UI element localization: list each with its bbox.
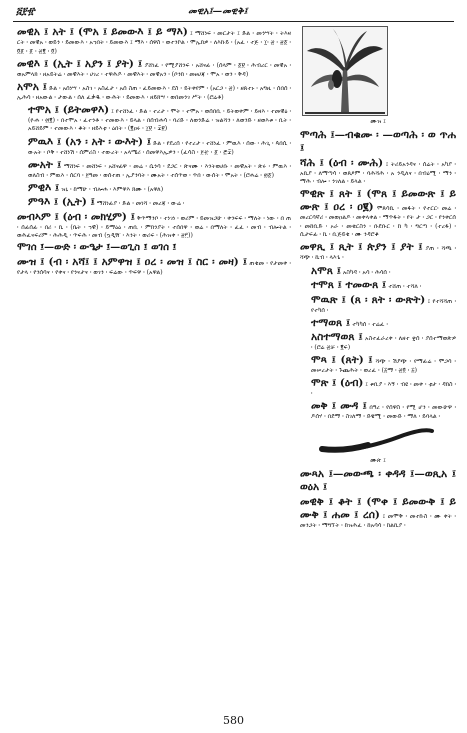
entry-definition: ሞጸሳኪ ፡ መፋት ፡ የተርር፡ መሬ ፡ መረርሳኛሪ ፡ መወዐልዶ ፡ መቀላቀል ፡ ማጥፋት ፡ የት ታ ፡ ጋር ፡ የንቀርሰ ፡ መከቢድ ፡ ኦራ ፡ መቁርስን ፡ ቡደቡር ፡ ከ ካ ፡ ግርጣ ፡ (ተረፋ) ፡ ሲታፍፊ ፡ ኬ ፡ ቢጅይቁ ፡ ሙ ንዳሮቆ (300, 205, 456, 239)
dictionary-entry (300, 377, 456, 399)
entry-definition: አስተፈራረቀ ፡ ለዘተ ቋሰ ፡ ያሰተማወጽዎ ፡ (ሮሬ ፳ቻ ፡ ፪ፍ) (311, 335, 456, 352)
dictionary-entry (300, 157, 456, 187)
entry-headword: መዊቅ ፤ ቆት ፤ (ሞቀ ፤ ይመውቅ ፤ ይ ሙቅ ፤ ሐመ ፤ ረሰ) (300, 495, 456, 521)
entry-headword: ሞዉጽ ፤ (ጸ ፡ ጸት ፡ ውጽት) (311, 293, 426, 306)
entry-headword: ምዊእ ፤ (28, 181, 60, 194)
entry-definition: ዝኒ ፡ ከማሁ ፡ ብሎሐ ፡ እምዋእ ክሙ ፡ (አዋለ) (61, 185, 164, 193)
entry-headword: ሻሕ ፤ (ዕብ ፡ ሙሕ) (300, 156, 384, 169)
entry-definition: ፤ የተሸነፈ ፡ ድል ፡ ተረታ ፡ ሞት ፡ ተሞአ ፡ ወሰበቢ ፡ ይትወቀም ፡ ይዛእ ፡ ተመዊዕ ፡ (ዮሐ ፡ ፴፪) ፡ በተሞአ ፡ ፈተንቶ ፡ ተመውእ ፡ ይላል ፡ በሰብሐሳ ፡ ባሪድ ፡ ለወንድሬ ፡ ዝልሻን ፡ ለወንድ ፡ ዘወእቱ ፡ ቢት ፡ አይሸይም ፡ ተመውእ ፡ ቆት ፡ ዘይእቲ ፡ ዕበት ፡ (፪ዐሩ ፡ ፲፱ ፡ ፰፱) (28, 107, 291, 133)
entry-headword: ሞጽ ፤ (ዕብ) (311, 377, 364, 390)
right-column (300, 26, 456, 706)
dictionary-entry (17, 256, 291, 278)
entry-definition: ተሸጠ ፡ ተሻለ ፡ (388, 283, 422, 291)
dictionary-entry (300, 188, 456, 240)
entry-headword: ሞገሰ ፤—ውድ ፡ ውዔታ ፤—ወጊስ ፤ ወገሰ ፤ (17, 242, 177, 254)
entry-definition: ቅጥማንቦ ፡ ተነገነ ፡ ወሪም ፡ ይመዝጋሁ ፡ ቀንፍፍ ፡ ማለት ፡ ነው ፡ በ ጠ ፡ ሰፊሰፊ ፡ በሪ ፡ ኪ ፡ (ቤት ፡ ኀዊ) ፡ ይማዕዕ ፡ ጠቢ ፡ ምክንያት ፡ ተሰበዋ ፡ ወሬ ፡ በማለት ፡ ፈፈ ፡ መብ ፡ ብሎትል ፡ ወሕፈናፍሪም ፡ ሕሕዲ ፡ ጥፍሕ ፡ መብ (ኳዲዥ ፡ እንት ፡ ወሪፍ ፡ (ሕዝቀ ፡ ፳፫)) (17, 214, 291, 240)
page-number: 580 (223, 714, 244, 727)
banana-figure-caption: ሙዝ ፤ (370, 118, 386, 125)
dictionary-entry (17, 242, 291, 255)
entry-definition: ያሸነፈ ፡ የሚያሸንፍ ፡ አሸናፊ ፡ (ሰላም ፡ ፩፱ ፡ ሕብረር ፡ መዊአ ፡ ወአምላክ ፡ ዘአይትሬ ፡ መዊእት ፡ ሀገረ ፡ ተዋሕዶ ፡ መዊእት ፡ መዊአን ፡ (ቦንክ ፡ መፀሀጃ ፡ ሞአ ፡ ወን ፡ ቅዳ) (17, 61, 291, 78)
dictionary-entry (17, 136, 291, 158)
dictionary-entry (17, 196, 291, 209)
entry-definition: ፤ ማሸነፍ ፡ መርታት ፤ ድል ፡ መንሣት ፡ ትእዛ ርት ፡ መዊአ ፡ ወይን ፡ ይመውእ ፡ አኀበት ፡ ይመውእ ፤ ማእ ፡ ሰዋስ ፡ ወተንኮል ፡ ሞኢክዎ ፡ ለእኩይ ፡ (አፈ ፡ ተጅ ፡ ፲፡ ፳ ፡ ፳፩ ፡ ፬፩ ፡ ፩ ፡ ፳፪ ፡ ፬) (17, 30, 291, 55)
entry-definition: ፤ ቱቢያ ፡ እኝ ፡ ብዩ ፡ መቀ ፡ ቲታ ፡ ዳክስ ፡ ፡ (311, 381, 456, 398)
entry-definition: ተካካሰ ፡ ተሬፈ ፡ (352, 320, 388, 328)
dictionary-entry (300, 317, 456, 330)
entry-headword: መብኣም ፤ (ዕብ ፡ መክሂም) ፤ (17, 210, 135, 223)
entry-headword: መዋጺ ፤ ጺት ፤ ጵያን ፤ ያት ፤ (300, 241, 423, 254)
entry-definition: ፤ የተሻሻጠ ፡ የተካሰ ፡ (311, 297, 456, 314)
entry-definition: ማሸነፍ ፡ መሸነፍ ፡ አሸናፊዋ ፡ መሬ ፡ ሴንሳ ፡ ደጋር ፡ ጽናሙ ፡ እንትወሀቡ ፡ መዊአት ፡ ጽሩ ፡ ምዉእ ፡ ወለስብ ፡ ምዉእ ፡ ሰርባ ፡ ፻ዓመ ፡ ወሰተጠ ፡ ኢያንባት ፡ ሙአት ፡ ተሰጥወ ፡ ጥበ ፡ ውሰት ፡ ሞአት ፡ (ሮሐሬ ፡ ፴፩) (28, 162, 291, 179)
entry-definition: ፤ ትሪይአንዳና ፡ ሰሬት ፡ አካያ ፡ አኪያ ፡ ለማጣሳ ፡ ወጸዖም ፡ ባሕሻሕ ፡ አ ንዲለና ፡ በብዕሚ ፡ ማን ፡ ማሕ ፡ ብሎ ፡ ንገለል ፡ ይላል ፡ (300, 160, 456, 186)
whip-figure-caption: ሙጵ ፤ (370, 457, 386, 465)
banana-plant-icon (303, 27, 387, 115)
entry-definition: አስካዳ ፡ አሳ ፡ ሕሳሰ ፡ (342, 268, 391, 276)
dictionary-entry (17, 81, 291, 103)
entry-headword: ሙጻአ ፤—መውጫ ፡ ቀዳዳ ፤—ወጺአ ፤ ወዕአ ፤ (300, 468, 456, 494)
entry-headword: ምዓእ ፤ (ኢት) ፤ (28, 196, 95, 209)
entry-definition: ያጠ ፡ ሻጫ ፡ ሻጭ ፡ ኬብ ፡ ላእጌ ፡ (300, 245, 456, 262)
whip-illustration (318, 427, 436, 455)
dictionary-entry (300, 496, 456, 531)
dictionary-entry (300, 354, 456, 376)
entry-headword: መዊአ ፤ አት ፤ (ሞአ ፤ ይመውእ ፤ ይ ማእ) (17, 26, 188, 38)
entry-definition: በዓረ ፡ የሰዋስ ፡ የሚ ሆን ፡ መውሁዋ ፡ ዶሰሃ ፡ በደማ ፡ ስገለማ ፡ ድዌሚ ፡ መውድ ፡ ማለ ፡ ይባላል ፡ (311, 404, 456, 421)
entry-headword: ተሞአ ፤ (ይትመዋእ) (28, 103, 110, 116)
dictionary-entry (300, 265, 456, 278)
entry-definition: ድል ፡ የደረሰ ፡ የተረታ ፡ ተሸነፈ ፡ ምዉእ ፡ ሰው ፡ ሕጊ ፡ ጳበሲ ፡ ውአት ፡ ቦቅ ፡ ተሸነሽ ፡ ሰምሪስ ፡ ተውረት ፡ አላሜሪ ፡ ሰመዋእኢዎን ፡ (ፈሳስ ፡ ፻፹ ፡ ፩ ፡ ፸፰) (28, 139, 291, 156)
entry-headword: አሞጸ ፤ (311, 264, 341, 277)
entry-headword: ሙዝ ፤ (ብ ፡ አሻ፤ ፤ አምዋዝ ፤ ዐረ ፡ መዝ ፤ ስር ፡ መዛ) ፤ (17, 256, 248, 269)
dictionary-entry (17, 182, 291, 195)
banana-plant-illustration (302, 26, 388, 116)
entry-headword: አሞአ ፤ (17, 80, 47, 93)
dictionary-entry (300, 468, 456, 494)
entry-definition: ፤ መሞቅ ፡ መተኩስ ፡ ሙ ቀት ፡ መንጋት ፡ ማግኘት ፡ ከዝሕፈ ፡ ከአሳሳ ፡ ከልኪያ ፡ (300, 512, 456, 529)
entry-headword: ሞዊጽ ፤ ጸት ፤ (ሞጸ ፤ ይመውጽ ፤ ይ ሙጽ ፤ ዐረ ፡ ዐ፪) (300, 188, 456, 214)
dictionary-entry (17, 159, 291, 181)
dictionary-entry (300, 294, 456, 316)
entry-headword: መዊእ ፤ (ኢት ፤ አያን ፤ ያት) ፤ (17, 57, 143, 70)
entry-definition: ማሸነፊያ ፡ ድል ፡ መነሻ ፡ መረጃ ፡ ውሬ ፡ (96, 200, 185, 208)
entry-headword: ተማወጸ ፤ (311, 316, 351, 329)
entry-headword: ሞጣሕ ፤—ብቁሙ ፡ —ወጣሕ ፡ ወ ጥሐ ፤ (300, 129, 456, 154)
entry-headword: መቅ ፤ ሙዳ ፤ (311, 400, 367, 413)
dictionary-entry (300, 279, 456, 292)
entry-headword: ምዉእ ፤ (አን ፡ አት ፡ ውእት) ፤ (28, 135, 152, 148)
header-running-title: መዊአ፤—መዊቅ፤ (188, 6, 248, 17)
dictionary-entry (17, 104, 291, 134)
dictionary-entry (17, 58, 291, 80)
dictionary-entry (17, 26, 291, 56)
dictionary-entry (300, 400, 456, 422)
dictionary-entry (300, 129, 456, 155)
dictionary-entry (300, 331, 456, 353)
dictionary-entry (300, 241, 456, 263)
entry-headword: አስተማወጸ ፤ (311, 331, 363, 344)
whip-icon (318, 427, 436, 455)
entry-definition: ሻጭ ፡ ሽያጭ ፡ የማፊሬ ፡ ሞጋሳ ፡ መሠረታት ፡ ጉጨሕት ፡ ወረፈ ፡ (፭ማ ፡ ፳፬ ፡ ፭) (311, 358, 456, 375)
header-rule (13, 21, 454, 22)
dictionary-entry (17, 211, 291, 241)
left-column (17, 26, 291, 706)
entry-headword: ሙአት ፤ (28, 158, 62, 171)
entry-headword: ሞጻ ፤ (ጸት) ፤ (311, 354, 373, 367)
entry-definition: ጠቁመ ፡ የታመቀ ፡ የታላ ፡ የንሰሳና ፡ የቀና ፡ የንናታና ፡ ወገን ፡ ፍሬው ፡ ጥፍዋ ፡ (አዋል) (17, 260, 291, 277)
entry-definition: ድል ፡ አሰነሣ ፡ አስገ ፡ አስፈታ ፡ አሰ ስጠ ፡ ፈይመውእ ፡ ደስ ፡ ይትቀየም ፡ (አርጋ ፡ ፳) ፡ ዘጸተኑ ፡ አግዚ ፡ ሰበሰ ፡ ኢሕሳ ፡ ዘአውል ፡ ታውል ፡ ሰለ ፈቃዱ ፡ ውሕት ፡ ይመውእ ፡ ዘይክሣ ፡ ወበመንገ ሥት ፡ (ሮሬቶ) (17, 84, 291, 101)
header-page-label: ፭፻፹ (16, 6, 35, 17)
entry-headword: ተሞጸ ፤ ተመውጸ ፤ (311, 279, 387, 292)
